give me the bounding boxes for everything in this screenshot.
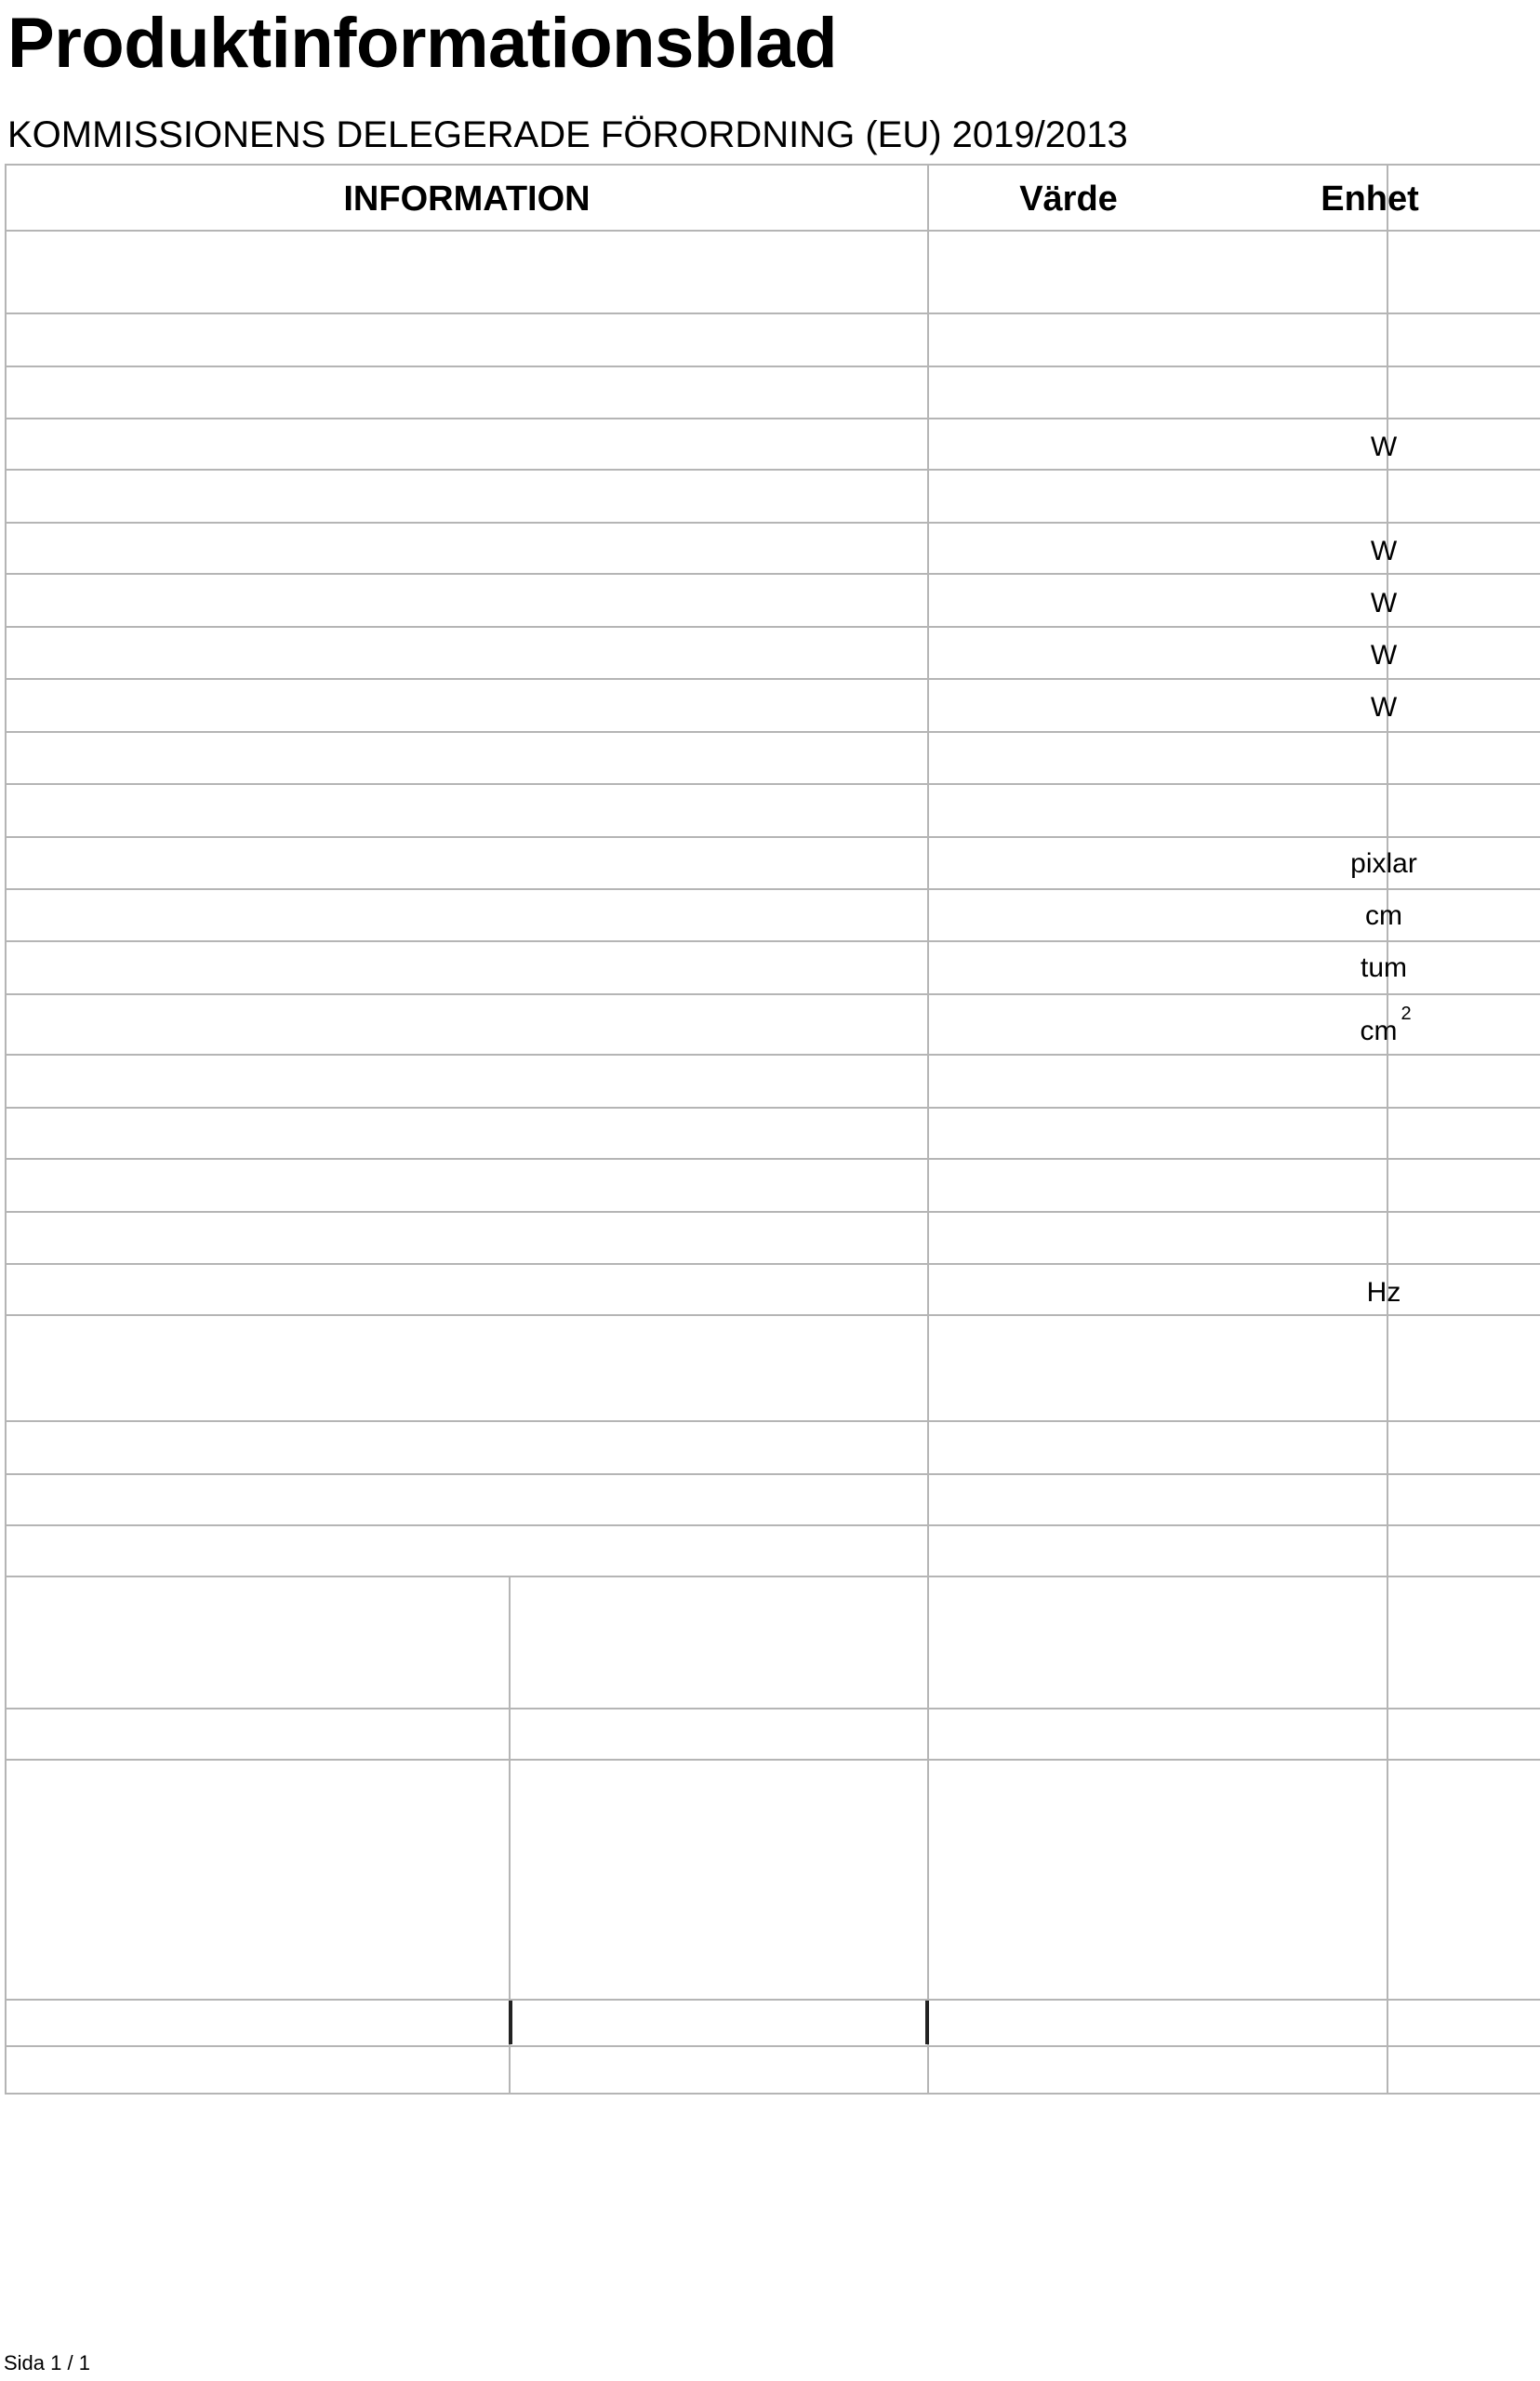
row-unit: [1228, 1004, 1539, 1057]
product-info-table: [5, 164, 1540, 2095]
row-divider: [7, 1759, 1540, 1761]
unit-text: W: [1370, 692, 1398, 723]
row-divider: [7, 1524, 1540, 1526]
row-divider: [7, 1211, 1540, 1213]
row-divider: [7, 1576, 1540, 1577]
row-unit: [1228, 685, 1539, 730]
header-value: Värde: [1019, 180, 1118, 219]
header-information: INFORMATION: [343, 180, 591, 219]
unit-text: Hz: [1366, 1277, 1401, 1308]
row-divider: [7, 522, 1540, 524]
page-title: Produktinformationsblad: [7, 4, 838, 83]
row-unit: [1228, 633, 1539, 678]
unit-text: cm: [1360, 1016, 1398, 1046]
row-divider: [7, 313, 1540, 314]
row-divider: [7, 836, 1540, 838]
row-divider: [7, 2045, 1540, 2047]
row-divider: [7, 1999, 1540, 2001]
unit-text: W: [1370, 536, 1398, 566]
row-divider: [7, 1708, 1540, 1709]
row-divider: [7, 678, 1540, 680]
unit-text: W: [1370, 432, 1398, 462]
unit-text: cm: [1365, 900, 1402, 931]
row-unit: [1228, 946, 1539, 991]
row-divider: [7, 1420, 1540, 1422]
row-divider: [7, 783, 1540, 785]
row-divider: [7, 366, 1540, 367]
unit-superscript: 2: [1401, 1004, 1412, 1024]
page-footer: Sida 1 / 1: [4, 2351, 90, 2374]
row-divider: [7, 626, 1540, 628]
row-divider: [7, 1107, 1540, 1109]
row-divider: [7, 940, 1540, 942]
header-unit: Enhet: [1321, 180, 1419, 219]
row-unit: [1228, 842, 1539, 886]
row-unit: [1228, 529, 1539, 574]
row-divider: [7, 888, 1540, 890]
row-unit: [1228, 1270, 1539, 1315]
row-divider: [7, 230, 1540, 232]
unit-text: pixlar: [1350, 848, 1417, 879]
row-unit: [1228, 581, 1539, 626]
column-divider: [509, 2001, 512, 2044]
row-divider: [7, 418, 1540, 419]
row-divider: [7, 1263, 1540, 1265]
row-unit: [1228, 894, 1539, 938]
unit-text: W: [1370, 588, 1398, 619]
regulation-subtitle: KOMMISSIONENS DELEGERADE FÖRORDNING (EU) 2019/2013: [7, 114, 1128, 155]
row-divider: [7, 731, 1540, 733]
column-divider: [927, 164, 929, 2095]
row-divider: [7, 2093, 1540, 2095]
column-divider: [925, 2001, 929, 2044]
unit-text: tum: [1360, 952, 1407, 983]
row-divider: [7, 993, 1540, 995]
row-unit: [1228, 425, 1539, 470]
row-divider: [7, 164, 1540, 166]
unit-text: W: [1370, 640, 1398, 671]
row-divider: [7, 1158, 1540, 1160]
row-divider: [7, 1473, 1540, 1475]
